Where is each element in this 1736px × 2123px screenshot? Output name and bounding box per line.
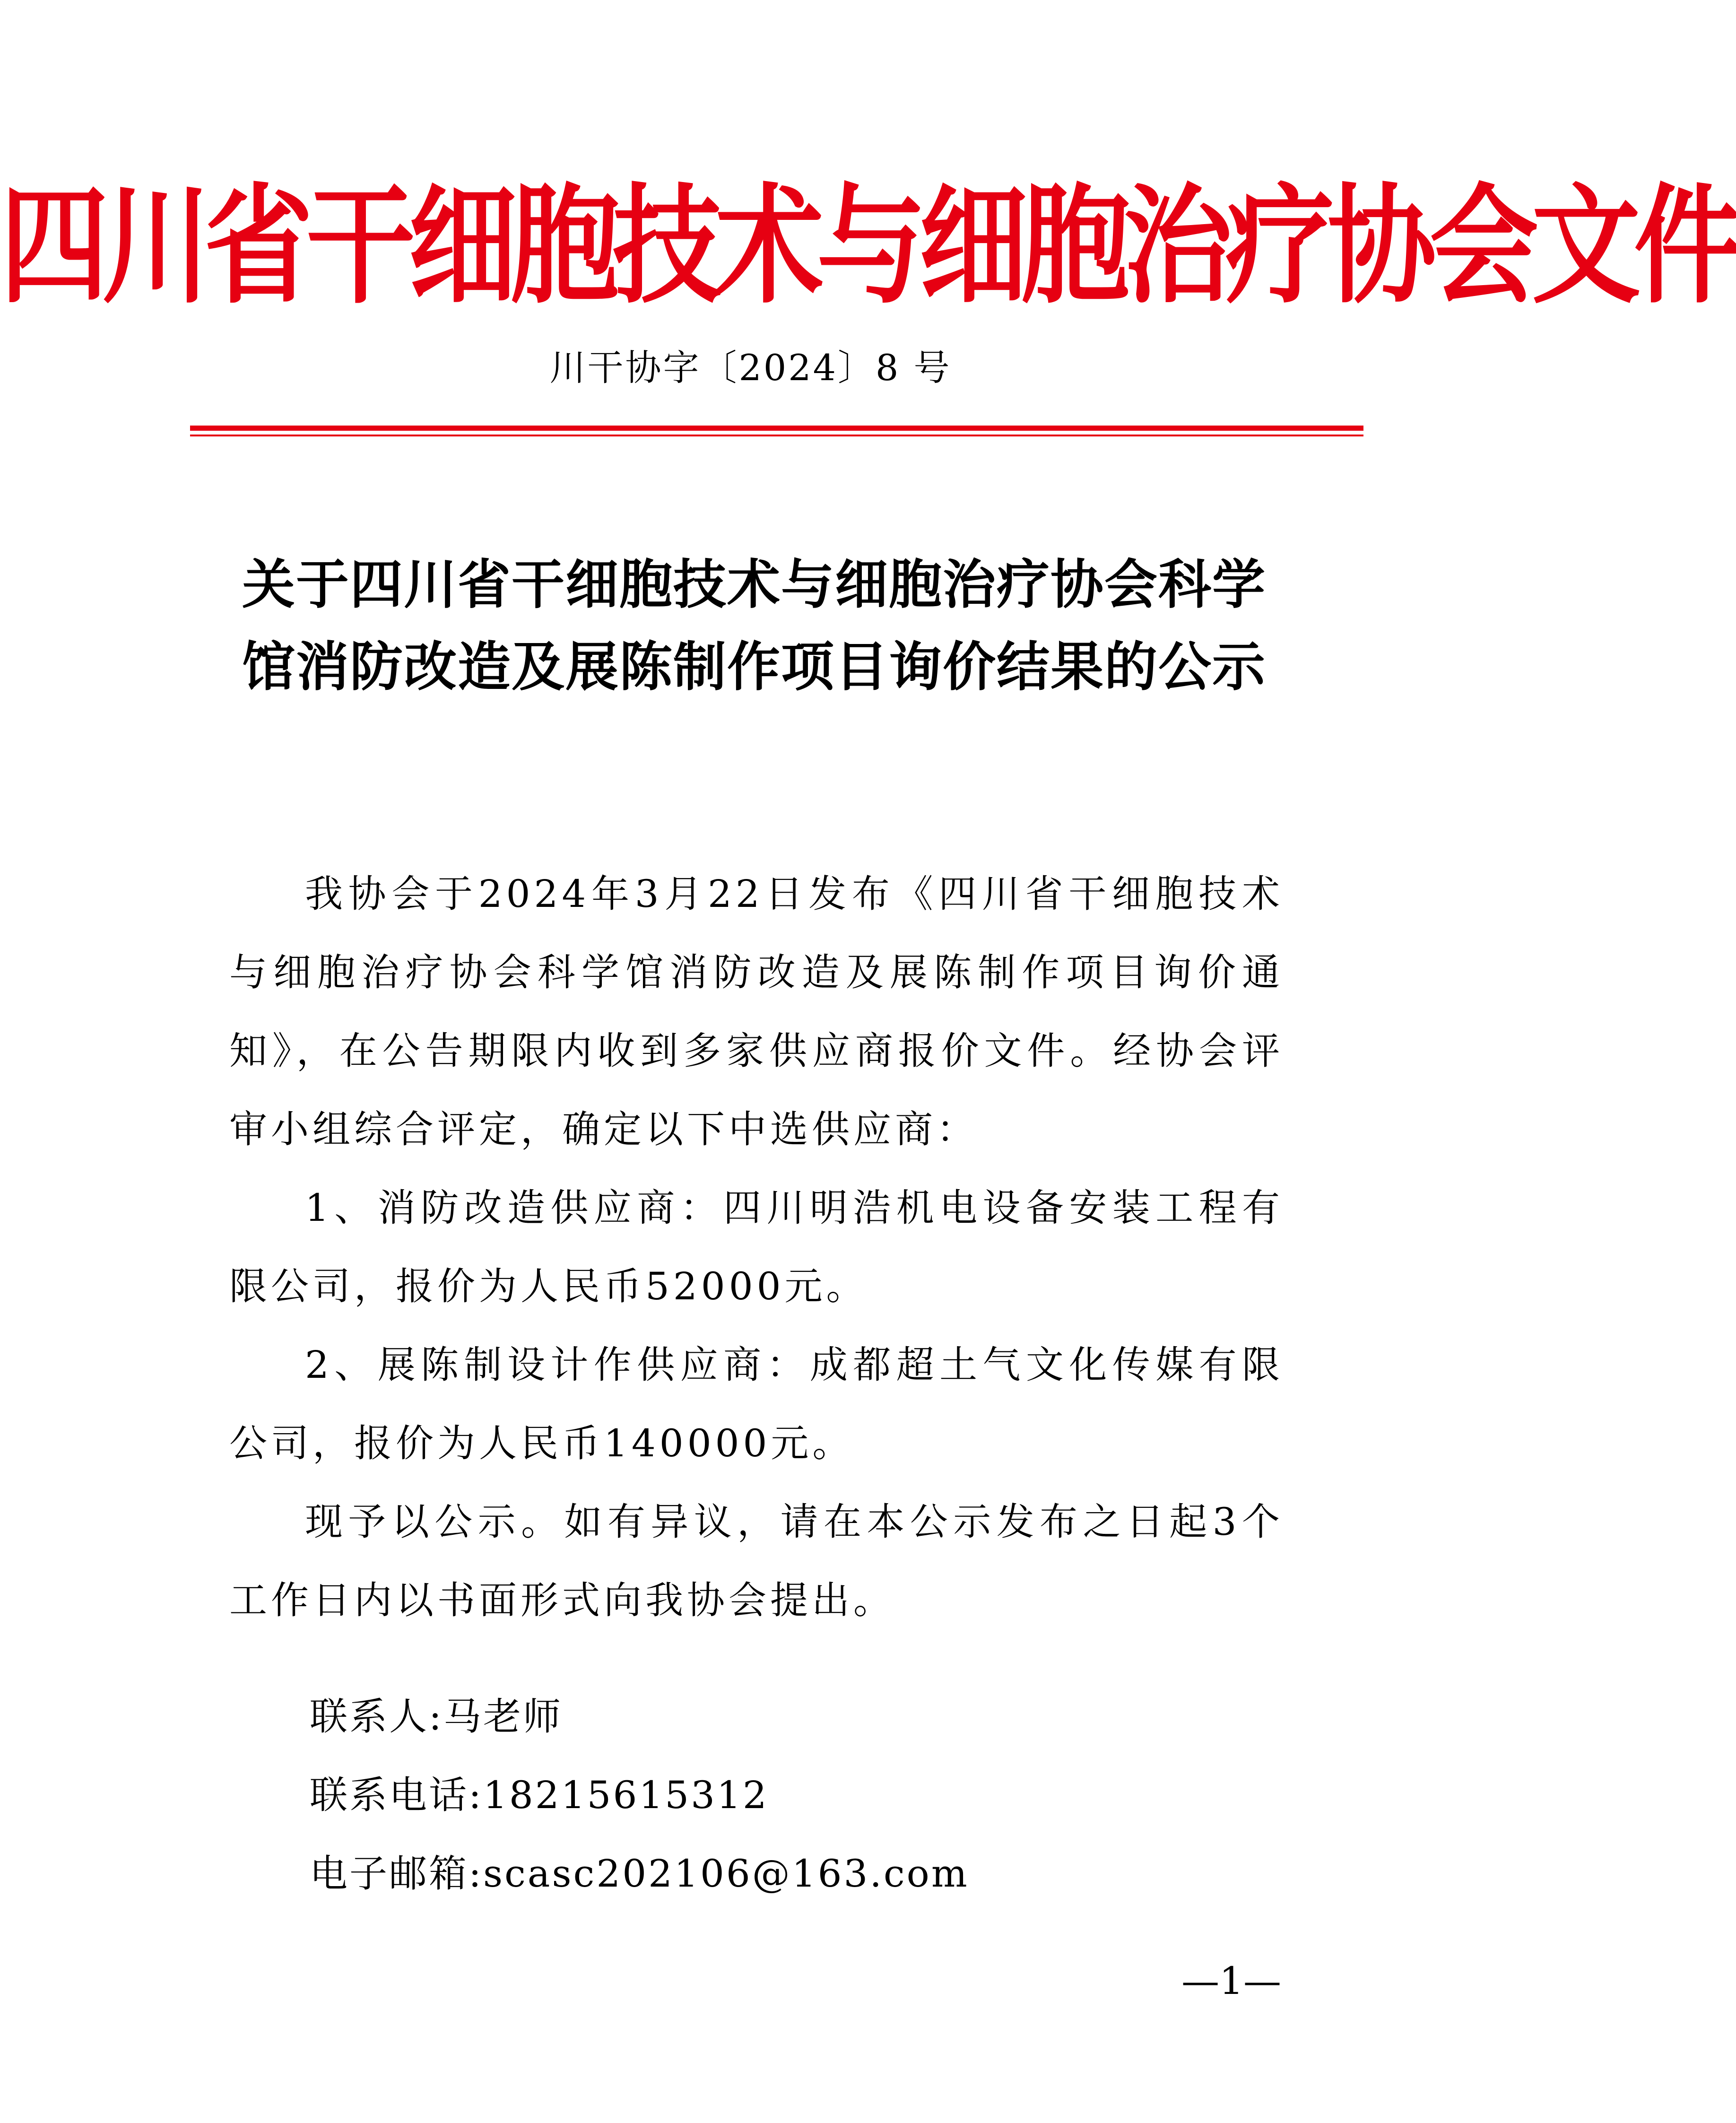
red-divider-thick [190,426,1363,431]
notice-body [229,855,1284,1640]
body-paragraph-objection: 现予以公示。如有异议，请在本公示发布之日起3个工作日内以书面形式向我协会提出。 [229,1500,1284,1622]
page-number: —1— [1181,1959,1281,2003]
body-paragraph-supplier-1: 1、消防改造供应商：四川明浩机电设备安装工程有限公司，报价为人民币52000元。 [229,1186,1284,1308]
contact-person: 联系人:马老师 [310,1695,563,1739]
red-divider-thin [190,435,1363,436]
contact-block [310,1678,1161,1913]
body-paragraph-supplier-2: 2、展陈制设计作供应商：成都超土气文化传媒有限公司，报价为人民币140000元。 [229,1343,1284,1465]
contact-phone: 联系电话:18215615312 [310,1773,769,1817]
document-masthead: 四川省干细胞技术与细胞治疗协会文件 [0,170,1736,322]
body-paragraph-intro: 我协会于2024年3月22日发布《四川省干细胞技术与细胞治疗协会科学馆消防改造及展陈制作项目询价通知》，在公告期限内收到多家供应商报价文件。经协会评审小组综合评定，确定以下中选供应商： [229,872,1284,1151]
contact-email: 电子邮箱:scasc202106@163.com [310,1852,969,1896]
notice-title: 关于四川省干细胞技术与细胞治疗协会科学馆消防改造及展陈制作项目询价结果的公示 [242,554,1266,698]
document-number: 川干协字〔2024〕8 号 [549,347,952,389]
